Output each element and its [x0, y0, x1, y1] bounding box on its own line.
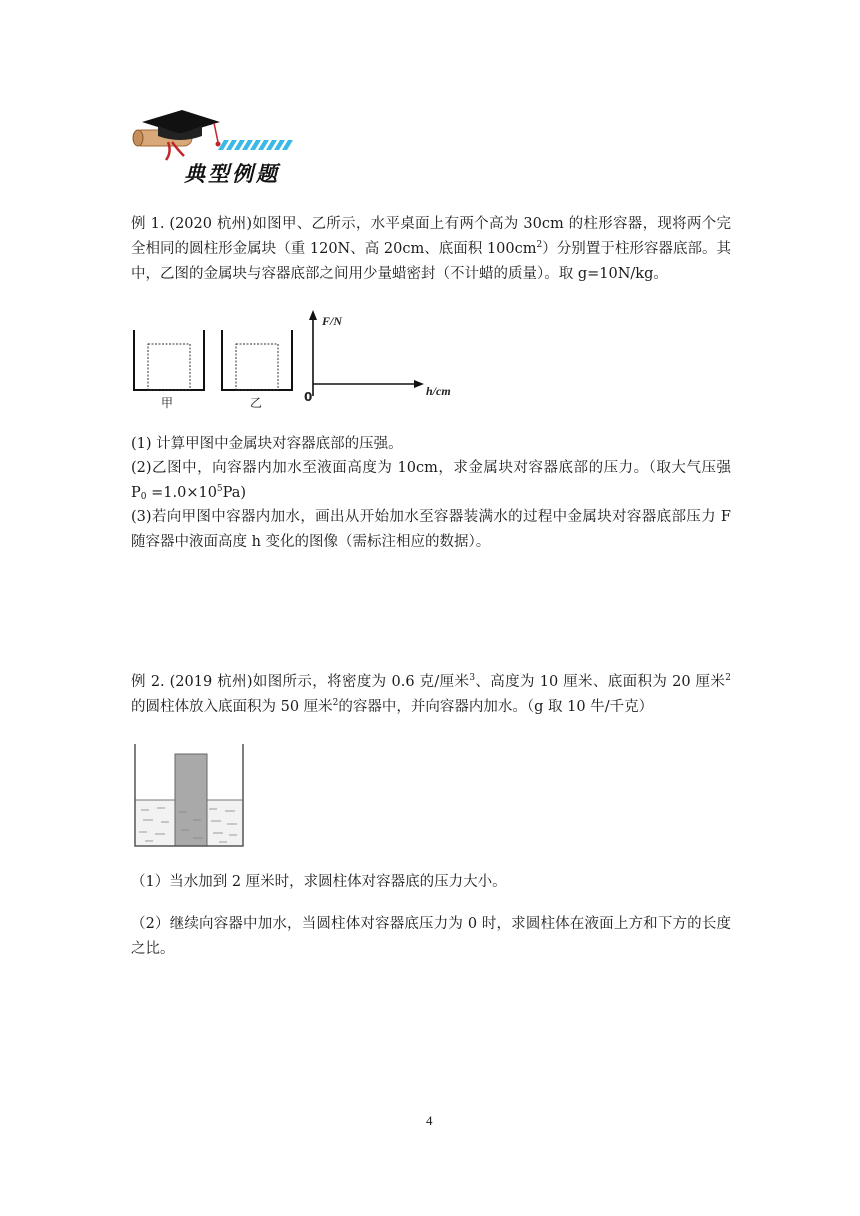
q2-text-c: Pa) [222, 485, 247, 501]
page-number: 4 [426, 1113, 433, 1128]
label-jia: 甲 [161, 396, 174, 410]
example2-figure [131, 742, 247, 850]
origin-label: 0 [304, 390, 313, 404]
example2-intro [131, 670, 731, 720]
superscript: 5 [216, 484, 223, 494]
example1-intro [131, 212, 731, 287]
x-axis-label: h/cm [426, 384, 451, 398]
q2-text-b: =1.0×10 [146, 485, 217, 501]
container-yi [222, 330, 292, 390]
superscript: 3 [469, 673, 476, 683]
example2-intro-text-c: 的圆柱体放入底面积为 50 厘米 [131, 699, 333, 715]
section-banner [128, 108, 298, 188]
banner-title: 典型例题 [184, 161, 280, 186]
example2-intro-text-b: 、高度为 10 厘米、底面积为 20 厘米 [475, 674, 726, 690]
example1-question1: (1) 计算甲图中金属块对容器底部的压强。 [131, 436, 403, 452]
example1-intro-text-b: ）分别置于柱形容器底部。其中，乙图的金属块与容器底部之间用少量蜡密封（不计蜡的质量）。取 g=10N/kg。 [131, 241, 732, 282]
q2-text-a: (2)乙图中，向容器内加水至液面高度为 10cm，求金属块对容器底部的压力。（取大气压强 P [131, 460, 731, 501]
example2-question1: （1）当水加到 2 厘米时，求圆柱体对容器底的压力大小。 [131, 874, 507, 890]
subscript: 0 [140, 492, 147, 502]
containers-and-axes-diagram [128, 308, 468, 408]
label-yi: 乙 [250, 396, 263, 410]
example2-intro-text-a: 例 2. (2019 杭州)如图所示，将密度为 0.6 克/厘米 [131, 674, 470, 690]
example1-question2 [131, 456, 731, 506]
example1-figure [128, 308, 468, 408]
example1-question3: (3)若向甲图中容器内加水，画出从开始加水至容器装满水的过程中金属块对容器底部压力 F 随容器中液面高度 h 变化的图像（需标注相应的数据）。 [131, 509, 731, 550]
superscript: 2 [332, 698, 339, 708]
example2-question2: （2）继续向容器中加水，当圆柱体对容器底压力为 0 时，求圆柱体在液面上方和下方的长度之比。 [131, 916, 731, 957]
superscript: 2 [725, 673, 731, 683]
superscript: 2 [536, 240, 543, 250]
example2-intro-text-d: 的容器中，并向容器内加水。（g 取 10 牛/千克） [338, 699, 654, 715]
y-axis-label: F/N [322, 314, 343, 328]
cylinder-in-water-diagram [131, 742, 247, 850]
example1-intro-text-a: 例 1. (2020 杭州)如图甲、乙所示，水平桌面上有两个高为 30cm 的柱形容器，现将两个完全相同的圆柱形金属块（重 120N、高 20cm、底面积 100cm [131, 216, 731, 257]
container-jia [134, 330, 204, 390]
